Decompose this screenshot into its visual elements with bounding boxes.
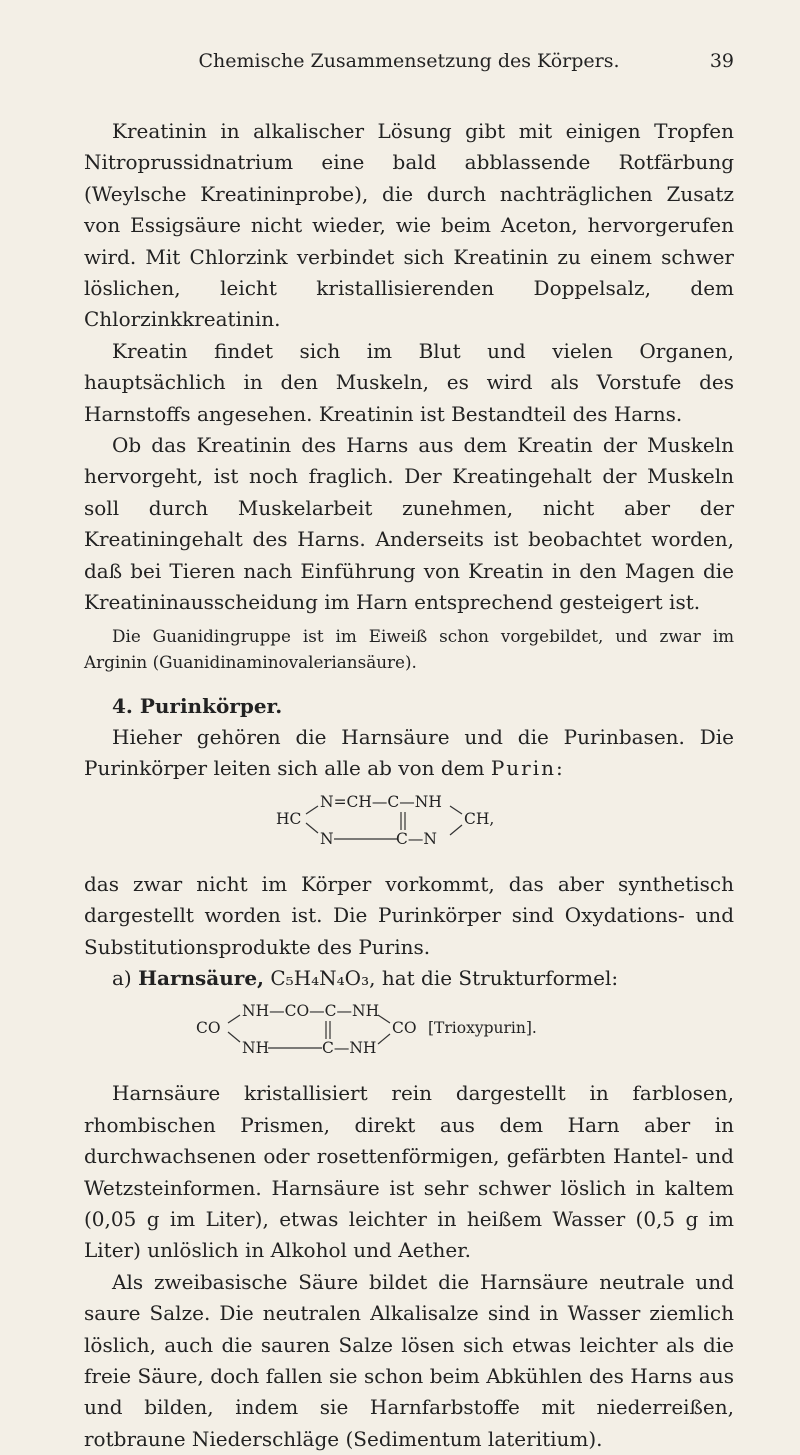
uric-trioxypurin-note: [Trioxypurin]. (428, 1019, 537, 1038)
note-guanidingruppe: Die Guanidingruppe ist im Eiweiß schon vorgebildet, und zwar im Arginin (Guanidinaminovaleriansäure). (84, 625, 734, 672)
paragraph-harnsaeure-kristalle: Harnsäure kristallisiert rein dargestellt in farblosen, rhombischen Prismen, direkt aus dem Harn aber in durchwachsenen oder rosettenförmigen, gefärbten Hantel- und Wetzsteinformen. Harnsäure ist sehr schwer löslich in kaltem (0,05 g im Liter), etwas leichter in heißem Wasser (0,5 g im Liter) unlöslich in Alkohol und Aether. (84, 1081, 734, 1263)
purin-ch: CH, (464, 809, 495, 828)
purin-structure-formula (84, 789, 734, 867)
uric-acid-bonds (84, 998, 734, 1076)
section-heading (84, 691, 734, 722)
paragraph-harnsaeure-heading (84, 963, 734, 994)
running-title: Chemische Zusammensetzung des Körpers. (198, 50, 620, 72)
paragraph-purin-intro (84, 722, 734, 785)
paragraph-harnsaeure-salze: Als zweibasische Säure bildet die Harnsäure neutrale und saure Salze. Die neutralen Alkalisalze sind in Wasser ziemlich löslich, auch die sauren Salze lösen sich etwas leichter als die freie Säure, doch fallen sie schon beim Abkühlen des Harns aus und bilden, indem sie Harnfarbstoffe mit niederreißen, rotbraune Niederschläge (Sedimentum lateritium). (84, 1269, 734, 1451)
paragraph-purin-synthese: das zwar nicht im Körper vorkommt, das aber synthetisch dargestellt worden ist. Die Purinkörper sind Oxydations- und Substitutionsprodukte des Purins. (84, 871, 734, 959)
uric-co-right: CO (392, 1019, 417, 1038)
page-header (84, 50, 734, 84)
uric-bottom-nh: NH (242, 1039, 270, 1058)
uric-bottom-cnh: C—NH (322, 1039, 377, 1058)
paragraph-kreatin-vorkommen: Kreatin findet sich im Blut und vielen Organen, hauptsächlich in den Muskeln, es wird als Vorstufe des Harnstoffs angesehen. Kreatinin ist Bestandteil des Harns. (84, 338, 734, 426)
purin-top-chain: N=CH—C—NH (320, 792, 442, 811)
purin-bottom-cn: C—N (396, 829, 437, 848)
purin-bottom-n: N (320, 829, 334, 848)
purin-hc: HC (276, 809, 302, 828)
uric-co-left: CO (196, 1019, 221, 1038)
uric-top-chain: NH—CO—C—NH (242, 1002, 380, 1021)
uric-acid-structure-formula (84, 998, 734, 1076)
section-heading-text: 4. Purinkörper. (112, 693, 283, 718)
paragraph-kreatinin-probe: Kreatinin in alkalischer Lösung gibt mit einigen Tropfen Nitroprussidnatrium eine bald abblassende Rotfärbung (Weylsche Kreatininprobe), die durch nachträglichen Zusatz von Essigsäure nicht wieder, wie beim Aceton, hervorgerufen wird. Mit Chlorzink verbindet sich Kreatinin zu einem schwer löslichen, leicht kristallisierenden Doppelsalz, dem Chlorzinkkreatinin. (84, 119, 734, 332)
purin-term: Purin: (490, 756, 565, 781)
main-text (84, 116, 734, 1455)
harnsaeure-term: Harnsäure, (138, 965, 265, 990)
item-label: a) (112, 965, 132, 990)
harnsaeure-heading-rest: hat die Strukturformel: (381, 965, 619, 990)
harnsaeure-summenformel: C₅H₄N₄O₃, (270, 965, 376, 990)
paragraph-kreatinin-herkunft: Ob das Kreatinin des Harns aus dem Kreatin der Muskeln hervorgeht, ist noch fraglich. Der Kreatingehalt der Muskeln soll durch Muskelarbeit zunehmen, nicht aber der Kreatiningehalt des Harns. Anderseits ist beobachtet worden, daß bei Tieren nach Einführung von Kreatin in den Magen die Kreatininausscheidung im Harn entsprechend gesteigert ist. (84, 433, 734, 615)
purin-intro-text: Hieher gehören die Harnsäure und die Purinbasen. Die Purinkörper leiten sich alle ab von dem (84, 724, 734, 781)
page-number: 39 (709, 50, 734, 72)
